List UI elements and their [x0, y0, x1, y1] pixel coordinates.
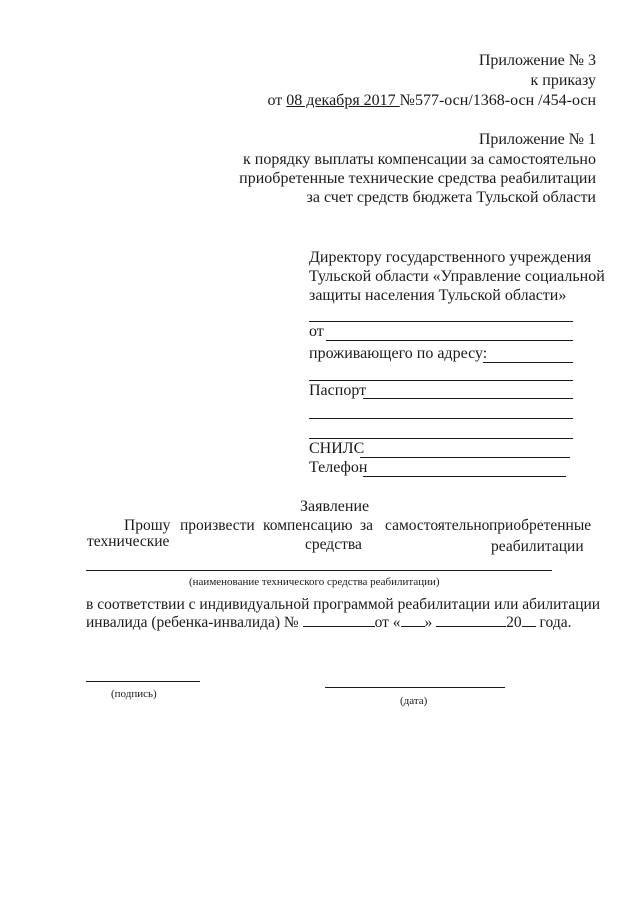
address-field-line-2[interactable] — [309, 380, 573, 381]
addressee-line-2: Тульской области «Управление социальной — [309, 268, 605, 285]
appendix-3-label: Приложение № 3 — [478, 52, 596, 69]
word-self: самостоятельно — [385, 517, 490, 534]
date-field[interactable] — [325, 687, 505, 688]
procedure-line-1: к порядку выплаты компенсации за самостоятельно — [243, 151, 596, 168]
addressee-line-1: Директору государственного учреждения — [309, 249, 592, 266]
passport-label: Паспорт — [309, 382, 367, 399]
phone-label: Телефон — [309, 459, 368, 476]
accordance-line: в соответствии с индивидуальной программой реабилитации или абилитации — [86, 596, 601, 613]
from-word: от « — [374, 614, 401, 631]
from-label: от — [309, 323, 324, 340]
year-field[interactable] — [522, 625, 536, 627]
word-for: за — [360, 517, 374, 534]
date-caption: (дата) — [400, 695, 428, 707]
signature-caption: (подпись) — [111, 688, 157, 700]
year-prefix: 20 — [506, 614, 522, 631]
from-name-field[interactable] — [326, 340, 573, 341]
snils-field[interactable] — [360, 457, 570, 458]
device-name-caption: (наименование технического средства реабилитации) — [189, 576, 440, 588]
word-make: произвести — [180, 517, 255, 534]
procedure-line-2: приобретенные технические средства реабилитации — [239, 170, 596, 187]
to-order-label: к приказу — [530, 72, 596, 89]
device-name-field[interactable] — [86, 570, 552, 571]
word-rehab: реабилитации — [491, 538, 584, 555]
order-number: №577-осн/1368-осн /454-осн — [399, 92, 596, 109]
passport-field-line-2[interactable] — [309, 418, 573, 419]
passport-field-line-3[interactable] — [309, 438, 573, 439]
procedure-line-3: за счет средств бюджета Тульской области — [306, 189, 596, 206]
year-suffix: года. — [535, 614, 572, 631]
passport-field[interactable] — [363, 398, 573, 399]
month-field[interactable] — [436, 625, 506, 627]
day-field[interactable] — [401, 625, 425, 627]
invalid-program-line — [86, 614, 571, 632]
word-request: Прошу — [124, 517, 171, 534]
word-technical: технические — [87, 533, 170, 550]
snils-label: СНИЛС — [309, 440, 365, 457]
address-label: проживающего по адресу: — [309, 345, 488, 362]
appendix-1-label: Приложение № 1 — [478, 131, 596, 148]
addressee-line-3: защиты населения Тульской области» — [309, 287, 567, 304]
order-date: 08 декабря 2017 — [286, 92, 400, 109]
order-reference — [268, 92, 596, 110]
phone-field[interactable] — [363, 476, 566, 477]
invalid-prefix: инвалида (ребенка-инвалида) № — [86, 614, 303, 631]
program-number-field[interactable] — [303, 625, 375, 627]
word-means: средства — [305, 536, 362, 553]
order-prefix: от — [267, 92, 287, 109]
statement-title: Заявление — [300, 498, 370, 515]
addressee-blank-line[interactable] — [309, 321, 573, 322]
close-quote: » — [424, 614, 437, 631]
word-acquired: приобретенные — [489, 517, 592, 534]
address-field[interactable] — [483, 362, 573, 363]
signature-field[interactable] — [86, 681, 200, 682]
word-compensation: компенсацию — [263, 517, 353, 534]
